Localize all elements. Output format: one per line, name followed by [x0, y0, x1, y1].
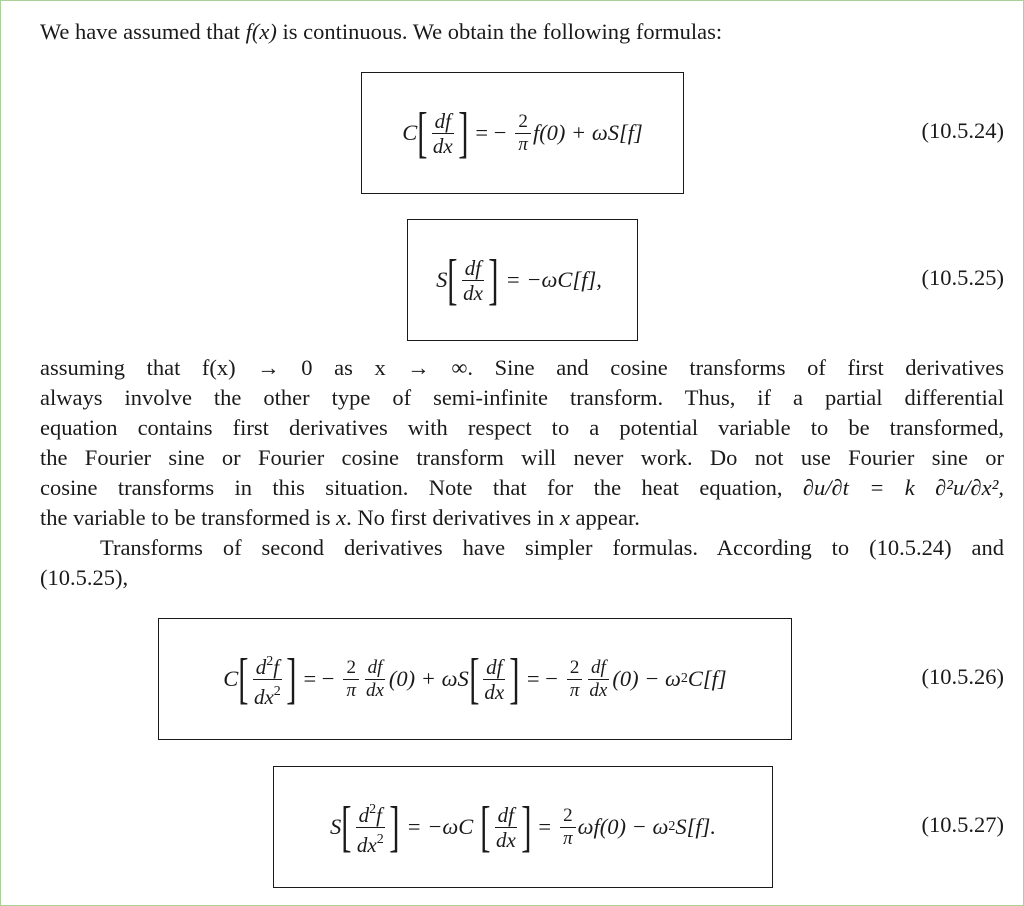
intro-text-a: We have assumed that	[40, 19, 246, 44]
right-bracket: ]	[520, 796, 532, 858]
eq24-frac-2-pi: $\frac{2}{\pi}$	[515, 111, 531, 156]
para2-line-2: always involve the other type of semi-infinite transform. Thus, if a partial differential	[40, 385, 1004, 410]
eq26-frac-d2f-dx2: $\frac{d^2f}{dx^2}$	[251, 650, 284, 709]
right-bracket: ]	[285, 648, 297, 710]
eq26-end: (0) − ω	[612, 666, 681, 691]
heat-equation-inline: ∂u/∂t = k ∂²u/∂x²,	[802, 475, 1004, 500]
para2-line-5: cosine transforms in this situation. Note that for the heat equation, ∂u/∂t = k ∂²u/∂x²,	[40, 475, 1004, 500]
para2-line-6: the variable to be transformed is x. No first derivatives in x appear.	[40, 505, 640, 530]
eq24-frac-df-dx: $\frac{df}{dx}$	[432, 108, 453, 158]
equation-number-10-5-26: (10.5.26)	[921, 664, 1004, 689]
eq25-rhs: = −ωC[f],	[505, 267, 602, 292]
eq27-mid: = −ωC	[406, 814, 474, 839]
eq26-frac-2-pi-b: $\frac{2}{\pi}$	[567, 657, 583, 702]
right-bracket: ]	[509, 648, 520, 710]
eq25-lhs: S	[436, 267, 448, 292]
eq27-frac-2-pi: $\frac{2}{\pi}$	[560, 805, 576, 850]
equation-number-10-5-25: (10.5.25)	[921, 265, 1004, 290]
left-bracket: [	[417, 102, 428, 164]
intro-text-b: is continuous. We obtain the following formulas:	[276, 19, 723, 44]
right-bracket: ]	[457, 102, 469, 164]
body-paragraph-derivatives	[40, 353, 1004, 533]
right-bracket: ]	[388, 796, 400, 858]
para2-line-3: equation contains first derivatives with respect to a potential variable to be transformed,	[40, 415, 1004, 440]
left-bracket: [	[341, 796, 352, 858]
eq26-lhs: C	[223, 666, 239, 691]
eq25-frac-df-dx: $\frac{df}{dx}$	[463, 255, 483, 305]
eq26-frac-df-dx-c: $\frac{df}{dx}$	[589, 656, 608, 701]
para2-line-4: the Fourier sine or Fourier cosine transform will never work. Do not use Fourier sine or	[40, 445, 1004, 470]
eq26-frac-df-dx-b: $\frac{df}{dx}$	[484, 654, 505, 704]
intro-fx: f(x)	[245, 19, 277, 44]
left-bracket: [	[447, 249, 458, 311]
eq27-end: ωf(0) − ω	[577, 814, 669, 839]
eq26-mid: (0) + ωS	[388, 666, 469, 691]
eq27-frac-df-dx: $\frac{df}{dx}$	[495, 802, 516, 852]
left-bracket: [	[480, 796, 491, 858]
intro-paragraph	[40, 17, 1004, 47]
equation-box-10-5-25	[407, 219, 638, 341]
left-bracket: [	[238, 648, 249, 710]
para3-line-1: Transforms of second derivatives have simpler formulas. According to (10.5.24) and	[100, 535, 1004, 560]
equation-number-10-5-27: (10.5.27)	[921, 812, 1004, 837]
equation-box-10-5-26: C [ $\frac{d^2f}{dx^2}$ ] = − $\frac{2}{\pi}$ $\frac{df}{dx}$ (0) + ωS [ $\frac{df}{dx}$ ] = − $\frac{2}{\pi}$ $\frac{df}{dx}$ (0) − ω 2 C[f]	[158, 618, 792, 740]
body-paragraph-second-derivatives	[40, 533, 1004, 593]
eq24-equals: = −	[475, 120, 507, 145]
eq24-rhs: f(0) + ωS[f]	[532, 120, 643, 145]
equation-number-10-5-24: (10.5.24)	[921, 118, 1004, 143]
para2-line-1: assuming that f(x) → 0 as x → ∞. Sine and cosine transforms of first derivatives	[40, 355, 1004, 380]
equation-box-10-5-24	[361, 72, 684, 194]
left-bracket: [	[468, 648, 480, 710]
eq26-frac-df-dx: $\frac{df}{dx}$	[365, 656, 384, 701]
eq27-frac-d2f-dx2: $\frac{d^2f}{dx^2}$	[354, 798, 387, 857]
para3-line-2: (10.5.25),	[40, 565, 129, 590]
right-bracket: ]	[488, 249, 499, 311]
eq24-lhs: C	[402, 120, 418, 145]
eq26-frac-2-pi: $\frac{2}{\pi}$	[343, 657, 359, 702]
eq27-lhs: S	[330, 814, 342, 839]
equation-box-10-5-27: S [ $\frac{d^2f}{dx^2}$ ] = −ωC [ $\frac{df}{dx}$ ] = $\frac{2}{\pi}$ ωf(0) − ω 2 S[f].	[273, 766, 773, 888]
